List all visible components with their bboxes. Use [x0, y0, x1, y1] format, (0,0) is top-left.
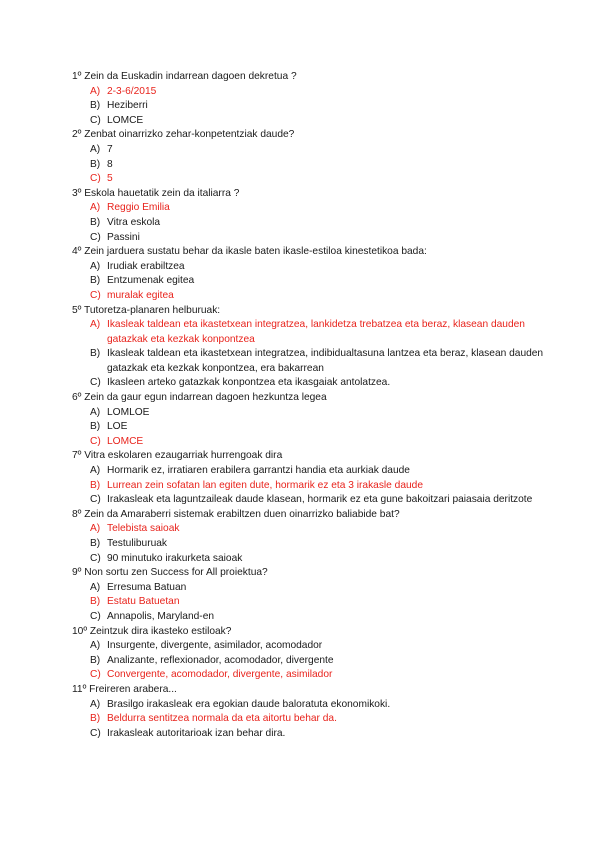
option-text: Hormarik ez, irratiaren erabilera garrantzi handia eta aurkiak daude: [107, 465, 410, 477]
option-text: Ikasleak taldean eta ikastetxean integratzea, indibidualtasuna lantzea eta beraz, klasean dauden gatazkak eta kezkak konpontzea, era bakarrean: [107, 348, 544, 374]
option-letter: B): [90, 421, 101, 433]
option-text: LOMCE: [107, 435, 144, 447]
answer-option: [72, 406, 560, 421]
option-letter: B): [90, 596, 101, 608]
question-block: [72, 508, 560, 566]
option-letter: A): [90, 581, 101, 593]
answer-option: [72, 595, 560, 610]
answer-option: [72, 158, 560, 173]
option-text: 7: [107, 143, 113, 155]
answer-option: [72, 522, 560, 537]
question-title: 1º Zein da Euskadin indarrean dagoen dekretua ?: [72, 71, 297, 82]
option-letter: B): [90, 479, 101, 491]
question-title: 7º Vitra eskolaren ezaugarriak hurrengoak dira: [72, 450, 283, 462]
answer-option: [72, 347, 560, 376]
option-letter: B): [90, 348, 101, 360]
option-text: Lurrean zein sofatan lan egiten dute, hormarik ez eta 3 irakasle daude: [107, 479, 424, 491]
option-text: 8: [107, 158, 113, 170]
option-letter: A): [90, 260, 101, 272]
option-text: Irakasleak autoritarioak izan behar dira.: [107, 727, 286, 739]
question-block: [72, 70, 560, 128]
answer-option: [72, 464, 560, 479]
answer-option: [72, 668, 560, 683]
question-block: [72, 245, 560, 303]
option-letter: B): [90, 216, 101, 228]
answer-option: [72, 654, 560, 669]
answer-option: [72, 698, 560, 713]
answer-option: [72, 376, 560, 391]
question-block: [72, 683, 560, 741]
option-letter: A): [90, 406, 101, 418]
option-letter: C): [90, 610, 101, 622]
question-block: [72, 625, 560, 683]
option-text: Irudiak erabiltzea: [107, 260, 185, 272]
option-text: LOMCE: [107, 114, 144, 126]
option-text: Telebista saioak: [107, 523, 180, 535]
option-text: Testuliburuak: [107, 538, 168, 549]
answer-option: [72, 231, 560, 246]
option-letter: C): [90, 494, 101, 506]
option-letter: C): [90, 727, 101, 739]
option-text: Ikasleen arteko gatazkak konpontzea eta ikasgaiak antolatzea.: [107, 377, 391, 389]
option-letter: C): [90, 669, 101, 681]
option-letter: C): [90, 377, 101, 389]
answer-option: [72, 85, 560, 100]
option-text: LOE: [107, 421, 128, 433]
option-letter: C): [90, 435, 101, 447]
option-text: 5: [107, 173, 113, 185]
option-text: Annapolis, Maryland-en: [107, 610, 215, 622]
answer-option: [72, 537, 560, 552]
option-letter: A): [90, 202, 101, 214]
option-letter: B): [90, 538, 101, 549]
question-title: 5º Tutoretza-planaren helburuak:: [72, 304, 221, 316]
answer-option: [72, 216, 560, 231]
option-letter: C): [90, 289, 101, 301]
answer-option: [72, 581, 560, 596]
option-text: Convergente, acomodador, divergente, asimilador: [107, 669, 333, 681]
answer-option: [72, 479, 560, 494]
answer-option: [72, 99, 560, 114]
option-text: Vitra eskola: [107, 216, 161, 228]
option-text: Erresuma Batuan: [107, 581, 187, 593]
question-block: [72, 391, 560, 449]
option-letter: C): [90, 173, 101, 185]
question-title: 4º Zein jarduera sustatu behar da ikasle baten ikasle-estiloa kinestetikoa bada:: [72, 246, 427, 258]
question-block: [72, 128, 560, 186]
answer-option: [72, 114, 560, 129]
answer-option: [72, 727, 560, 742]
option-text: Beldurra sentitzea normala da eta aitortu behar da.: [107, 713, 337, 725]
answer-option: [72, 289, 560, 304]
option-text: Reggio Emilia: [107, 202, 170, 214]
question-title: 2º Zenbat oinarrizko zehar-konpetentziak daude?: [72, 129, 295, 141]
question-block: [72, 449, 560, 507]
answer-option: [72, 435, 560, 450]
option-text: Entzumenak egitea: [107, 275, 195, 287]
question-block: [72, 566, 560, 624]
option-letter: A): [90, 319, 101, 331]
option-text: Heziberri: [107, 100, 148, 112]
answer-option: [72, 552, 560, 567]
option-text: Analizante, reflexionador, acomodador, divergente: [107, 654, 334, 666]
option-letter: B): [90, 100, 101, 112]
option-letter: A): [90, 143, 101, 155]
answer-option: [72, 420, 560, 435]
option-text: LOMLOE: [107, 406, 150, 418]
option-letter: A): [90, 523, 101, 535]
option-letter: C): [90, 114, 101, 126]
answer-option: [72, 712, 560, 727]
question-title: 9º Non sortu zen Success for All proiektua?: [72, 567, 268, 579]
answer-option: [72, 143, 560, 158]
option-letter: C): [90, 231, 101, 243]
option-text: Estatu Batuetan: [107, 596, 180, 608]
option-letter: A): [90, 465, 101, 477]
option-text: Passini: [107, 231, 140, 243]
option-letter: B): [90, 713, 101, 725]
option-text: 2-3-6/2015: [107, 85, 157, 97]
answer-option: [72, 493, 560, 508]
option-text: Ikasleak taldean eta ikastetxean integratzea, lankidetza trebatzea eta beraz, klasean dauden gatazkak eta kezkak konpontzea: [107, 319, 525, 345]
answer-option: [72, 318, 560, 347]
option-letter: A): [90, 640, 101, 652]
option-letter: B): [90, 275, 101, 287]
question-block: [72, 304, 560, 392]
question-title: 11º Freireren arabera...: [72, 683, 177, 695]
answer-option: [72, 201, 560, 216]
option-text: 90 minutuko irakurketa saioak: [107, 552, 243, 564]
option-text: Insurgente, divergente, asimilador, acomodador: [107, 640, 323, 652]
option-letter: A): [90, 85, 101, 97]
question-title: 6º Zein da gaur egun indarrean dagoen hezkuntza legea: [72, 392, 327, 404]
answer-option: [72, 610, 560, 625]
answer-option: [72, 274, 560, 289]
answer-option: [72, 639, 560, 654]
question-title: 10º Zeintzuk dira ikasteko estiloak?: [72, 625, 232, 637]
question-title: 3º Eskola hauetatik zein da italiarra ?: [72, 187, 240, 199]
option-letter: B): [90, 158, 101, 170]
option-letter: A): [90, 698, 101, 710]
question-title: 8º Zein da Amaraberri sistemak erabiltzen duen oinarrizko baliabide bat?: [72, 508, 400, 520]
option-text: Brasilgo irakasleak era egokian daude baloratuta ekonomikoki.: [107, 698, 391, 710]
option-text: muralak egitea: [107, 289, 174, 301]
answer-option: [72, 260, 560, 275]
option-letter: B): [90, 654, 101, 666]
question-block: [72, 187, 560, 245]
option-letter: C): [90, 552, 101, 564]
option-text: Irakasleak eta laguntzaileak daude klasean, hormarik ez eta gune bakoitzari paiasaia deritzote: [107, 494, 533, 506]
answer-option: [72, 172, 560, 187]
